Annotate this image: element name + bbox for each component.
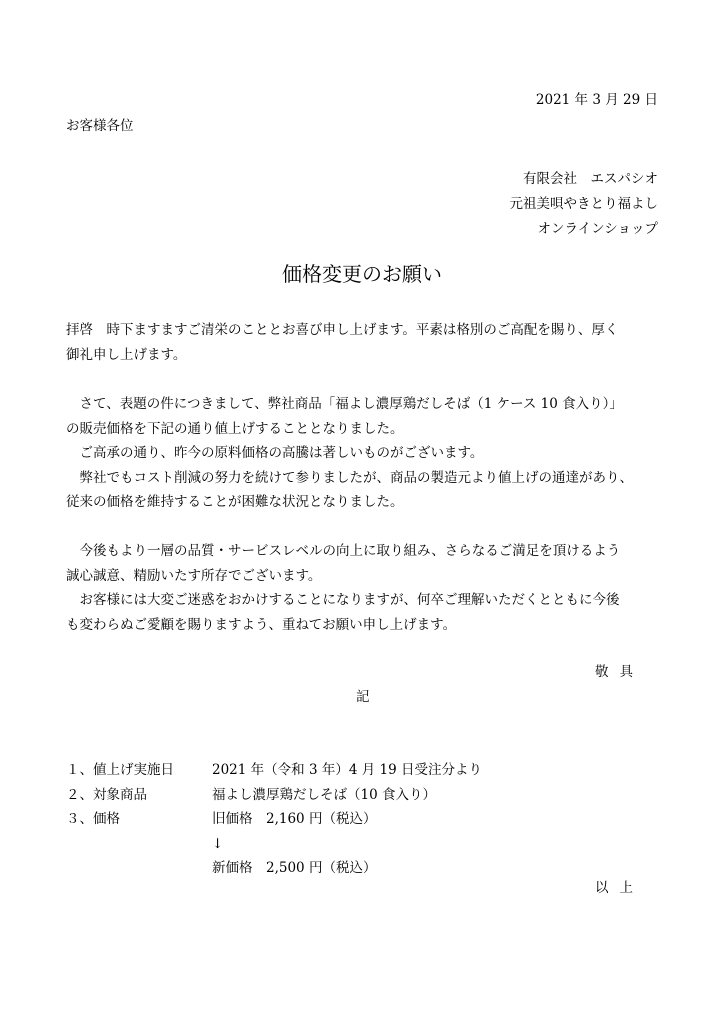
end-mark: 以上 [595,880,644,896]
text-line: 誠心誠意、精励いたす所存でございます。 [66,567,322,584]
sender-store: 元祖美唄やきとり福よし [509,196,658,212]
list-item [66,807,482,832]
item-value: 福よし濃厚鶏だしそば（10 食入り） [212,786,436,803]
item-label: １、値上げ実施日 [66,762,174,778]
text-line: さて、表題の件につきまして、弊社商品「福よし濃厚鶏だしそば（1 ケース 10 食入り）」 [66,396,623,412]
new-price: 新価格 2,500 円（税込） [212,860,377,876]
document-date: 2021 年 3 月 29 日 [535,92,658,108]
text-line: お客様には大変ご迷惑をおかけすることになりますが、何卒ご理解いただくとともに今後 [66,592,620,608]
list-item [66,758,482,783]
document-title: 価格変更のお願い [282,262,442,286]
text-line: ご高承の通り、昨今の原料価格の高騰は著しいものがございます。 [66,445,484,461]
text-line: 従来の価格を維持することが困難な状況となりました。 [66,494,404,510]
item-label: ３、価格 [66,811,120,827]
text-line: の販売価格を下記の通り値上げすることとなりました。 [66,420,404,437]
item-value: 2021 年（令和 3 年）4 月 19 日受注分より [212,762,482,778]
price-change-paragraph [66,392,666,515]
details-list [66,758,482,881]
recipient: お客様各位 [66,118,134,134]
sender-block [510,167,659,242]
list-item [66,783,482,808]
down-arrow-icon: ↓ [212,835,224,852]
old-price: 旧価格 2,160 円（税込） [212,811,377,827]
text-line: 御礼申し上げます。 [66,346,187,363]
sender-shop: オンラインショップ [537,221,658,237]
closing-salutation: 敬具 [595,664,644,680]
text-line: 拝啓 時下ますますご清栄のこととお喜び申し上げます。平素は格別のご高配を賜り、厚く [66,322,619,338]
text-line: 弊社でもコスト削減の努力を続けて参りましたが、商品の製造元より値上げの通達があり、 [66,469,633,486]
text-line: も変わらぬご愛顧を賜りますよう、重ねてお願い申し上げます。 [66,616,457,633]
sender-company: 有限会社 エスパシオ [523,171,658,187]
greeting-paragraph [66,318,666,367]
closing-paragraph [66,539,666,637]
item-label: ２、対象商品 [66,786,147,803]
text-line: 今後もより一層の品質・サービスレベルの向上に取り組み、さらなるご満足を頂けるよう [66,543,621,559]
ki-heading: 記 [356,689,370,705]
